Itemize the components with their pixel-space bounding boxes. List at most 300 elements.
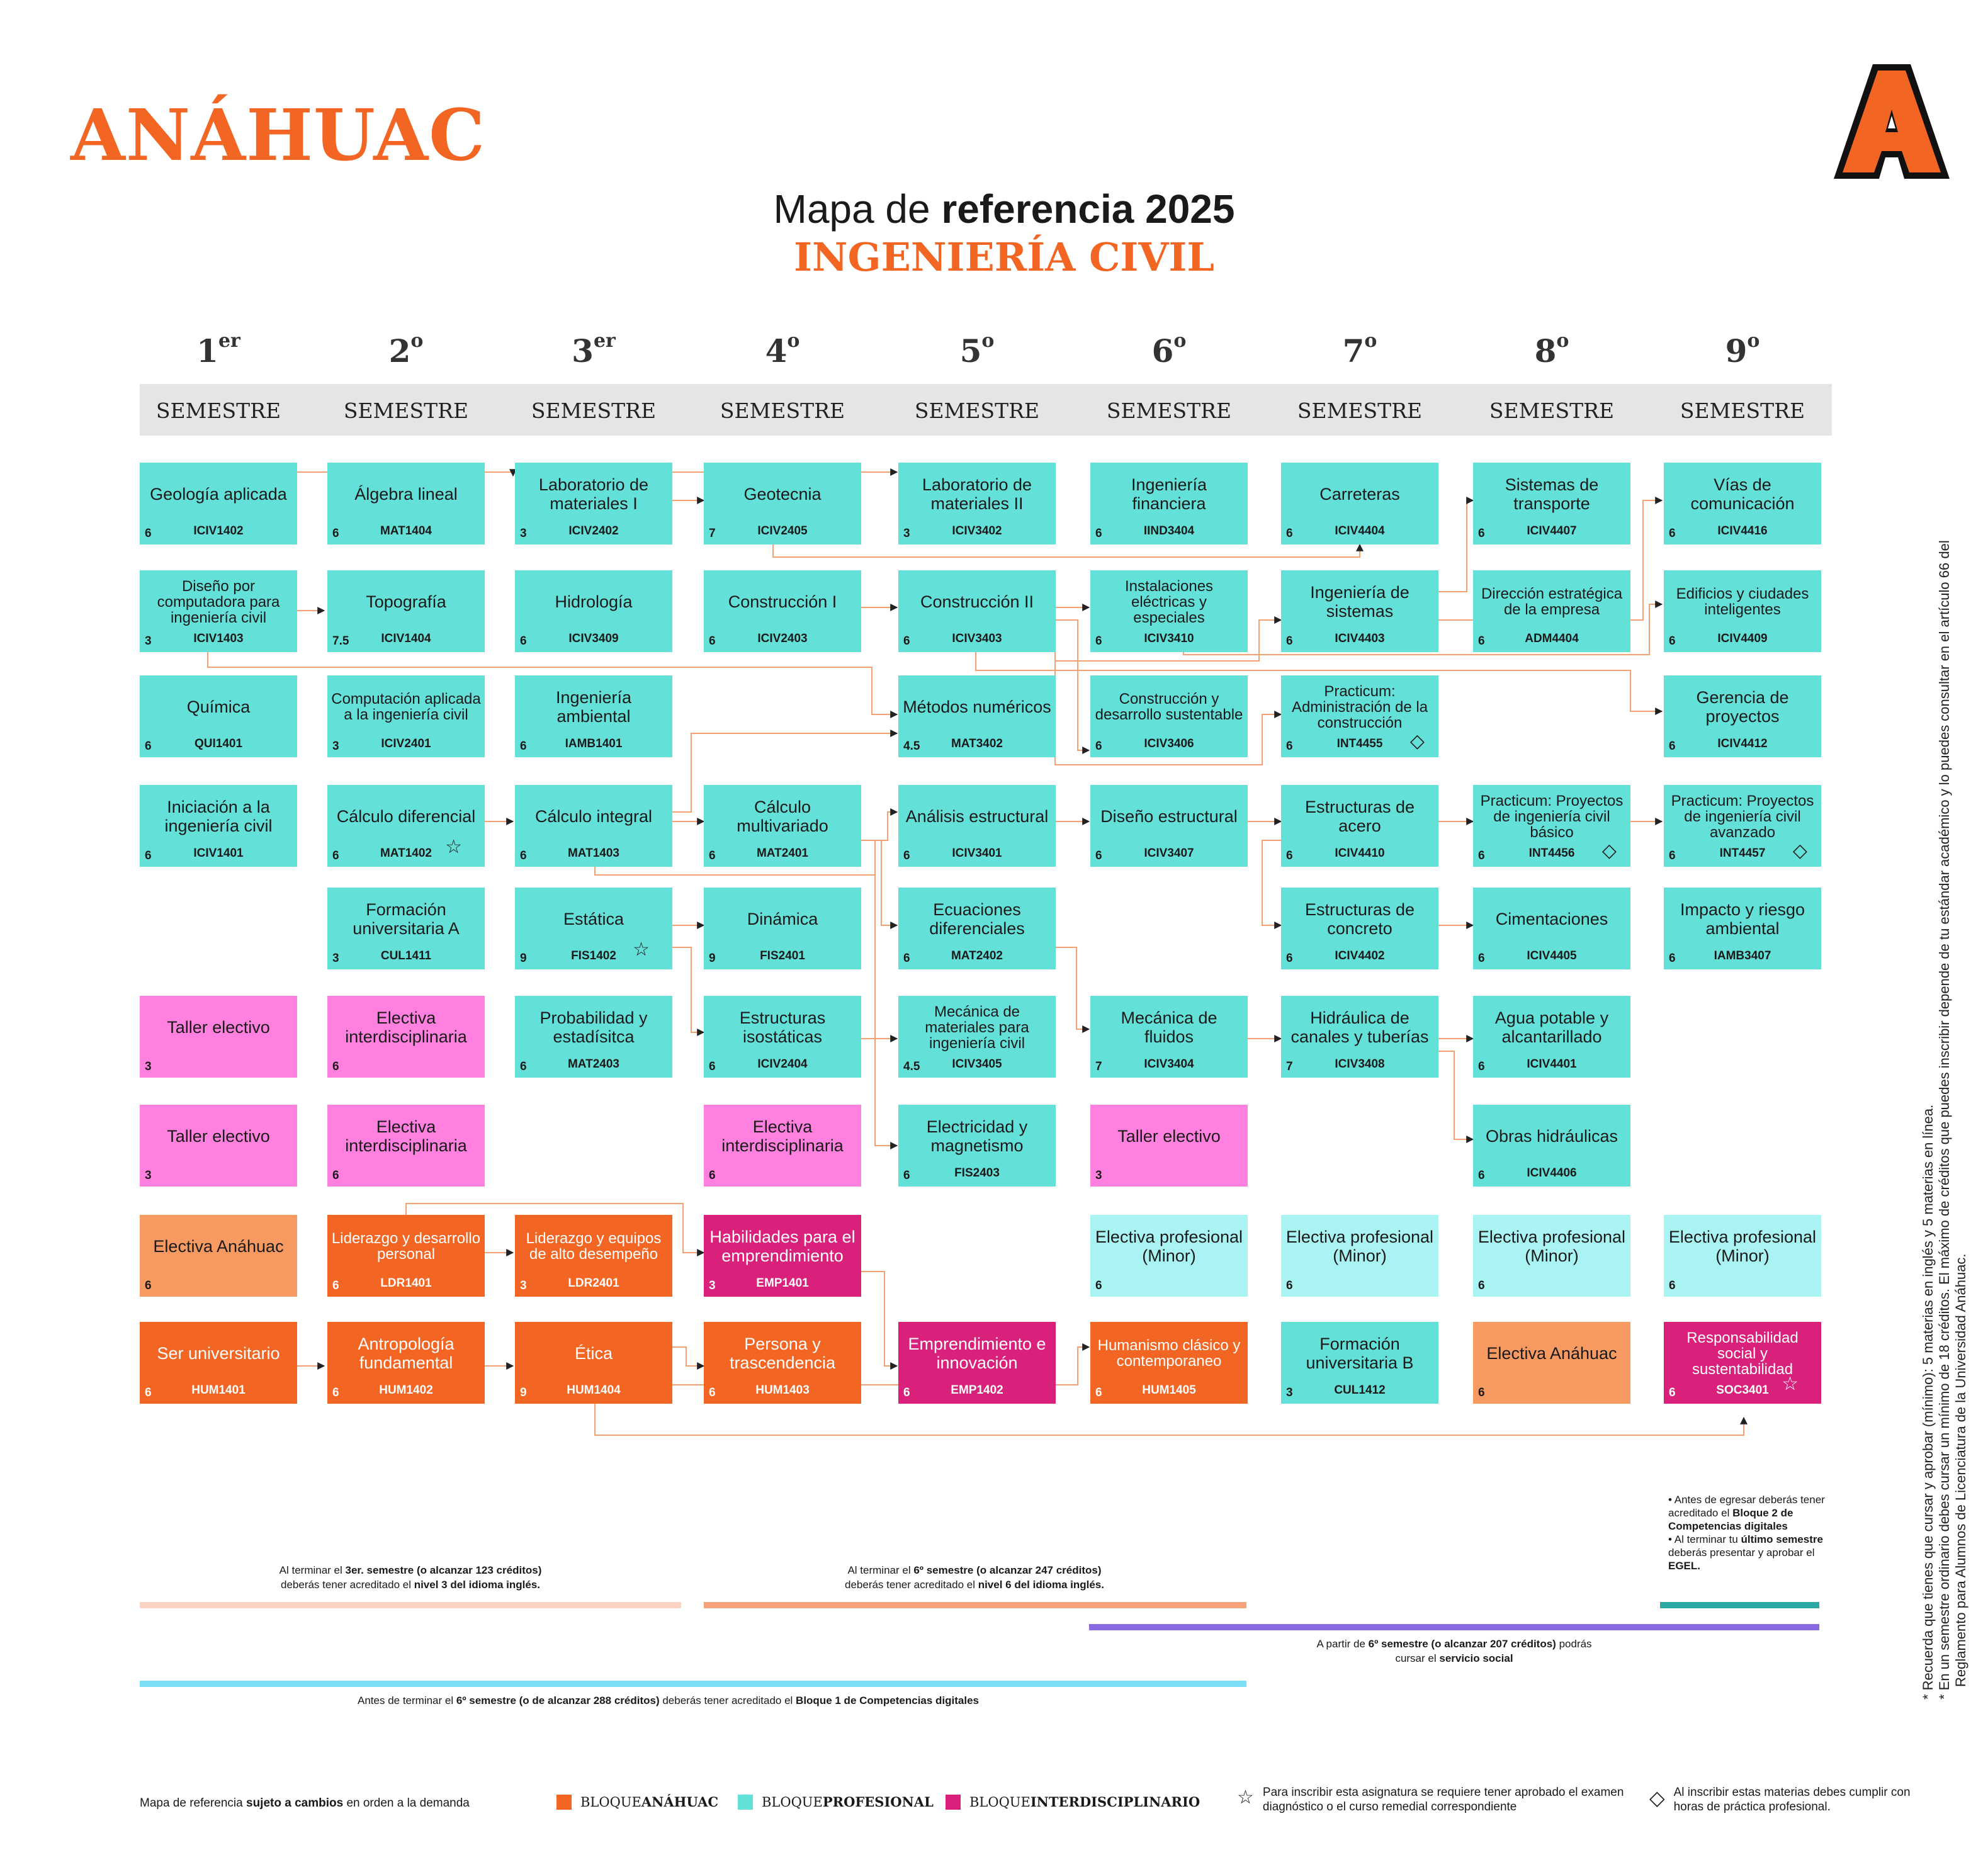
legend-item: BLOQUE INTERDISCIPLINARIO (946, 1794, 1200, 1810)
course-credits: 6 (1095, 527, 1102, 540)
digital-skills-bar (140, 1681, 1246, 1687)
course-card[interactable] (1090, 785, 1248, 867)
course-code: HUM1404 (567, 1384, 621, 1397)
course-name: Álgebra lineal (354, 485, 458, 504)
course-name: Construcción y desarrollo sustentable (1095, 691, 1243, 723)
course-credits: 6 (903, 635, 910, 648)
course-credits: 3 (1095, 1169, 1102, 1182)
semester-label-5: SEMESTRE (914, 398, 1040, 423)
course-credits: 6 (709, 1060, 716, 1073)
course-credits: 6 (1478, 635, 1485, 648)
course-card[interactable] (1473, 463, 1630, 544)
course-card[interactable] (704, 1215, 861, 1297)
reference-disclaimer: Mapa de referencia sujeto a cambios en orden a la demanda (140, 1796, 470, 1810)
course-name: Taller electivo (167, 1018, 270, 1037)
course-code: ICIV1404 (381, 632, 431, 645)
course-code: ICIV4416 (1717, 524, 1768, 538)
course-card[interactable] (327, 1105, 485, 1187)
semester-number-4: 4$^o$ (765, 330, 800, 369)
course-name: Ingeniería de sistemas (1310, 583, 1409, 621)
course-card[interactable] (898, 675, 1056, 757)
diamond-icon: ◇ (1409, 731, 1425, 752)
course-credits: 6 (1095, 635, 1102, 648)
course-code: ICIV4401 (1527, 1058, 1577, 1071)
course-card[interactable] (704, 570, 861, 652)
semester-label-3: SEMESTRE (531, 398, 657, 423)
course-name: Taller electivo (1117, 1127, 1221, 1146)
digital-skills-note: Antes de terminar el 6º semestre (o de alcanzar 288 créditos) deberás tener acreditado el Bloque 1 de Competencias digitales (358, 1695, 980, 1706)
course-name: Estructuras de acero (1304, 798, 1415, 835)
course-card[interactable] (1281, 996, 1438, 1078)
course-card[interactable] (515, 675, 672, 757)
course-card[interactable] (327, 785, 485, 867)
legend-item: BLOQUE ANÁHUAC (556, 1794, 718, 1810)
course-code: IAMB1401 (565, 737, 623, 750)
course-name: Química (186, 697, 251, 716)
course-credits: 3 (903, 527, 910, 540)
course-credits: 3 (145, 1169, 152, 1182)
course-code: ICIV3404 (1144, 1058, 1194, 1071)
course-credits: 6 (1478, 1060, 1485, 1073)
course-name: Estructuras de concreto (1304, 900, 1415, 938)
course-credits: 6 (145, 849, 152, 862)
course-code: ICIV4406 (1527, 1166, 1577, 1180)
course-name: Habilidades para el emprendimiento (709, 1227, 856, 1265)
course-name: Obras hidráulicas (1485, 1127, 1618, 1146)
course-code: ICIV4404 (1335, 524, 1385, 538)
semester-number-2: 2$^o$ (388, 330, 424, 369)
course-name: Electiva interdisciplinaria (345, 1008, 467, 1046)
course-name: Estática (563, 910, 624, 928)
course-card[interactable] (1281, 785, 1438, 867)
social-service-bar (1089, 1624, 1819, 1630)
course-card[interactable] (327, 463, 485, 544)
course-credits: 6 (1478, 1279, 1485, 1292)
course-card[interactable] (1090, 570, 1248, 652)
course-name: Electiva interdisciplinaria (721, 1117, 844, 1155)
semester-label-8: SEMESTRE (1489, 398, 1615, 423)
course-credits: 6 (709, 1386, 716, 1399)
course-code: FIS2403 (954, 1166, 1000, 1180)
course-credits: 6 (332, 1279, 339, 1292)
course-name: Formación universitaria B (1306, 1334, 1414, 1372)
course-code: ICIV3408 (1335, 1058, 1385, 1071)
course-name: Electiva profesional (Minor) (1668, 1227, 1817, 1265)
legend-swatch (946, 1795, 961, 1810)
course-code: ICIV2403 (757, 632, 808, 645)
course-name: Construcción I (728, 592, 837, 611)
course-card[interactable] (515, 785, 672, 867)
english-level-3-note: Al terminar el 3er. semestre (o alcanzar 123 créditos) deberás tener acreditado el nivel 3 del idioma inglés. (279, 1564, 542, 1591)
course-card[interactable] (140, 675, 297, 757)
course-name: Vías de comunicación (1690, 475, 1795, 513)
course-name: Sistemas de transporte (1505, 475, 1599, 513)
course-card[interactable] (515, 1322, 672, 1404)
course-credits: 6 (332, 1060, 339, 1073)
course-name: Persona y trascendencia (729, 1334, 836, 1372)
course-name: Electiva Anáhuac (1486, 1344, 1617, 1363)
program-subtitle: INGENIERÍA CIVIL (793, 234, 1215, 280)
course-card[interactable] (704, 1105, 861, 1187)
course-credits: 6 (1669, 849, 1676, 862)
course-code: ICIV3401 (952, 847, 1002, 860)
course-credits: 6 (1286, 1279, 1293, 1292)
semester-number-1: 1er (196, 330, 240, 369)
course-card[interactable] (1090, 675, 1248, 757)
course-name: Formación universitaria A (353, 900, 460, 938)
course-credits: 7 (709, 527, 716, 540)
course-code: MAT1404 (380, 524, 432, 538)
course-credits: 6 (520, 1060, 527, 1073)
course-name: Iniciación a la ingeniería civil (164, 798, 273, 835)
course-code: ICIV4403 (1335, 632, 1385, 645)
course-code: ICIV1402 (193, 524, 244, 538)
diamond-icon: ◇ (1792, 840, 1807, 861)
course-card[interactable] (898, 996, 1056, 1078)
course-card[interactable] (1473, 888, 1630, 969)
course-credits: 9 (520, 952, 527, 965)
course-card[interactable] (1664, 463, 1821, 544)
course-card[interactable] (140, 785, 297, 867)
course-name: Electiva interdisciplinaria (345, 1117, 467, 1155)
semester-label-9: SEMESTRE (1680, 398, 1805, 423)
course-card[interactable] (1664, 570, 1821, 652)
semester-label-4: SEMESTRE (720, 398, 845, 423)
course-code: FIS2401 (760, 949, 805, 962)
course-code: FIS1402 (571, 949, 616, 962)
course-name: Mecánica de fluidos (1121, 1008, 1217, 1046)
english-level-6-bar (704, 1602, 1246, 1608)
course-name: Impacto y riesgo ambiental (1680, 900, 1805, 938)
course-card[interactable] (1281, 1322, 1438, 1404)
course-credits: 3 (520, 527, 527, 540)
course-card[interactable] (1281, 570, 1438, 652)
page-title: Mapa de referencia 2025 (773, 186, 1235, 232)
course-card[interactable] (898, 785, 1056, 867)
course-credits: 6 (1478, 849, 1485, 862)
anahuac-wordmark: ANÁHUAC (71, 94, 486, 177)
course-credits: 6 (145, 527, 152, 540)
course-code: MAT1402 (380, 847, 432, 860)
course-name: Responsabilidad social y sustentabilidad (1686, 1329, 1799, 1378)
course-card[interactable] (898, 888, 1056, 969)
course-name: Ingeniería ambiental (555, 688, 632, 726)
course-code: ICIV2405 (757, 524, 808, 538)
semester-number-8: 8$^o$ (1534, 330, 1569, 369)
course-card[interactable] (704, 888, 861, 969)
course-credits: 6 (903, 849, 910, 862)
course-credits: 7.5 (332, 635, 349, 648)
course-card[interactable] (1281, 463, 1438, 544)
course-name: Laboratorio de materiales II (922, 475, 1032, 513)
course-credits: 6 (332, 849, 339, 862)
course-card[interactable] (1090, 1105, 1248, 1187)
course-name: Dinámica (747, 910, 818, 928)
course-card[interactable] (327, 675, 485, 757)
course-credits: 6 (520, 849, 527, 862)
course-card[interactable] (327, 1215, 485, 1297)
course-code: MAT2401 (756, 847, 808, 860)
course-name: Electiva profesional (Minor) (1477, 1227, 1626, 1265)
course-card[interactable] (515, 1215, 672, 1297)
course-card[interactable] (327, 996, 485, 1078)
course-credits: 3 (332, 952, 339, 965)
course-card[interactable] (1281, 675, 1438, 757)
course-code: SOC3401 (1716, 1384, 1769, 1397)
course-credits: 6 (1669, 635, 1676, 648)
course-code: ICIV2402 (568, 524, 619, 538)
course-code: ADM4404 (1525, 632, 1579, 645)
semester-label-1: SEMESTRE (155, 398, 281, 423)
course-card[interactable] (1473, 1322, 1630, 1404)
course-name: Gerencia de proyectos (1696, 688, 1789, 726)
course-credits: 6 (520, 740, 527, 753)
course-name: Taller electivo (167, 1127, 270, 1146)
legend-item: BLOQUE PROFESIONAL (738, 1794, 934, 1810)
course-credits: 6 (1478, 952, 1485, 965)
course-credits: 6 (1669, 527, 1676, 540)
course-card[interactable] (140, 1105, 297, 1187)
course-name: Ética (574, 1344, 613, 1363)
course-credits: 3 (520, 1279, 527, 1292)
course-name: Electiva Anáhuac (153, 1237, 284, 1256)
graduation-note: • Antes de egresar deberás tener acreditado el Bloque 2 de Competencias digitales • Al terminar tu último semestre deberás presentar y aprobar el EGEL. (1668, 1494, 1825, 1572)
course-card[interactable] (704, 996, 861, 1078)
star-icon: ☆ (633, 939, 650, 960)
course-card[interactable] (704, 785, 861, 867)
course-card[interactable] (704, 1322, 861, 1404)
course-code: ICIV1401 (193, 847, 244, 860)
course-credits: 6 (709, 635, 716, 648)
course-card[interactable] (1473, 785, 1630, 867)
course-name: Probabilidad y estadísitca (539, 1008, 648, 1046)
course-credits: 6 (1095, 1279, 1102, 1292)
course-name: Ser universitario (157, 1344, 280, 1363)
course-card[interactable] (515, 888, 672, 969)
course-credits: 6 (1286, 527, 1293, 540)
course-card[interactable] (140, 463, 297, 544)
course-name: Liderazgo y equipos de alto desempeño (526, 1230, 662, 1263)
course-name: Instalaciones eléctricas y especiales (1124, 577, 1214, 626)
course-credits: 3 (145, 635, 152, 648)
course-code: ICIV4412 (1717, 737, 1768, 750)
course-name: Edificios y ciudades inteligentes (1676, 585, 1809, 618)
course-card[interactable] (1090, 996, 1248, 1078)
course-code: ICIV4402 (1335, 949, 1385, 962)
course-code: LDR1401 (380, 1277, 432, 1290)
course-code: ICIV1403 (193, 632, 244, 645)
course-code: ICIV2401 (381, 737, 431, 750)
course-name: Antropología fundamental (358, 1334, 455, 1372)
course-code: ICIV2404 (757, 1058, 808, 1071)
english-level-3-bar (140, 1602, 681, 1608)
course-name: Electiva profesional (Minor) (1285, 1227, 1434, 1265)
course-credits: 9 (709, 952, 716, 965)
course-card[interactable] (1473, 1105, 1630, 1187)
course-code: INT4457 (1719, 847, 1766, 860)
course-card[interactable] (1090, 1322, 1248, 1404)
course-card[interactable] (898, 1322, 1056, 1404)
course-card[interactable] (1281, 888, 1438, 969)
course-name: Cálculo integral (534, 807, 653, 826)
course-code: QUI1401 (194, 737, 243, 750)
semester-label-7: SEMESTRE (1297, 398, 1423, 423)
course-name: Diseño estructural (1100, 807, 1238, 826)
course-name: Liderazgo y desarrollo personal (331, 1230, 481, 1263)
course-credits: 6 (145, 1279, 152, 1292)
course-name: Estructuras isostáticas (739, 1008, 826, 1046)
course-credits: 4.5 (903, 1060, 920, 1073)
course-name: Geología aplicada (150, 485, 287, 504)
course-credits: 6 (332, 1169, 339, 1182)
course-card[interactable] (898, 1105, 1056, 1187)
course-credits: 6 (332, 527, 339, 540)
course-credits: 6 (1478, 1169, 1485, 1182)
social-service-note: A partir de 6º semestre (o alcanzar 207 créditos) podrás cursar el servicio social (1316, 1638, 1592, 1664)
course-credits: 7 (1095, 1060, 1102, 1073)
course-name: Emprendimiento e innovación (908, 1334, 1046, 1372)
course-name: Practicum: Administración de la construcción (1291, 682, 1428, 731)
course-code: ICIV4410 (1335, 847, 1385, 860)
course-credits: 6 (1669, 1386, 1676, 1399)
course-card[interactable] (1281, 1215, 1438, 1297)
course-name: Geotecnia (743, 485, 822, 504)
course-card[interactable] (1664, 675, 1821, 757)
course-code: LDR2401 (568, 1277, 619, 1290)
course-code: HUM1403 (755, 1384, 810, 1397)
semester-number-7: 7$^o$ (1342, 330, 1377, 369)
star-icon: ☆ (1782, 1373, 1799, 1394)
course-card[interactable] (1473, 1215, 1630, 1297)
course-card[interactable] (327, 888, 485, 969)
course-credits: 3 (145, 1060, 152, 1073)
course-credits: 6 (1095, 1386, 1102, 1399)
course-name: Electricidad y magnetismo (926, 1117, 1028, 1155)
course-code: MAT1403 (567, 847, 619, 860)
graduation-bar (1660, 1602, 1819, 1608)
course-card[interactable] (1090, 463, 1248, 544)
course-name: Mecánica de materiales para ingeniería civil (925, 1003, 1029, 1052)
course-credits: 6 (1286, 635, 1293, 648)
course-name: Cálculo multivariado (737, 798, 828, 835)
course-code: ICIV3406 (1144, 737, 1194, 750)
course-code: MAT2403 (567, 1058, 619, 1071)
course-code: CUL1411 (380, 949, 432, 962)
diamond-icon: ◇ (1649, 1786, 1665, 1809)
course-name: Practicum: Proyectos de ingeniería civil básico (1480, 792, 1624, 841)
course-credits: 6 (903, 1386, 910, 1399)
course-name: Topografía (366, 592, 446, 611)
course-name: Electiva profesional (Minor) (1095, 1227, 1243, 1265)
anahuac-a-logo (1829, 58, 1955, 184)
course-name: Laboratorio de materiales I (538, 475, 649, 513)
course-card[interactable] (1473, 996, 1630, 1078)
course-code: IAMB3407 (1714, 949, 1771, 962)
course-name: Ingeniería financiera (1131, 475, 1207, 513)
course-code: EMP1402 (951, 1384, 1003, 1397)
course-credits: 6 (1286, 849, 1293, 862)
course-card[interactable] (327, 1322, 485, 1404)
diamond-legend: ◇ Al inscribir estas materias debes cumplir con horas de práctica profesional. (1649, 1786, 1911, 1813)
course-credits: 6 (1095, 849, 1102, 862)
course-credits: 6 (145, 1386, 152, 1399)
course-credits: 6 (1095, 740, 1102, 753)
course-name: Diseño por computadora para ingeniería civil (157, 577, 280, 626)
course-code: ICIV3409 (568, 632, 619, 645)
course-code: ICIV4409 (1717, 632, 1768, 645)
course-card[interactable] (1664, 888, 1821, 969)
course-name: Ecuaciones diferenciales (929, 900, 1025, 938)
course-card[interactable] (1473, 570, 1630, 652)
course-name: Humanismo clásico y contemporaneo (1097, 1337, 1241, 1370)
semester-label-6: SEMESTRE (1106, 398, 1232, 423)
course-card[interactable] (898, 570, 1056, 652)
star-icon: ☆ (445, 837, 462, 857)
course-name: Cálculo diferencial (336, 807, 476, 826)
course-code: IIND3404 (1143, 524, 1195, 538)
course-name: Métodos numéricos (903, 697, 1051, 716)
course-card[interactable] (1664, 1215, 1821, 1297)
course-card[interactable] (1090, 1215, 1248, 1297)
course-credits: 6 (709, 849, 716, 862)
course-card[interactable] (704, 463, 861, 544)
course-credits: 6 (1286, 740, 1293, 753)
course-credits: 3 (709, 1279, 716, 1292)
semester-number-5: 5$^o$ (959, 330, 995, 369)
course-credits: 9 (520, 1386, 527, 1399)
course-card[interactable] (1664, 785, 1821, 867)
course-credits: 6 (709, 1169, 716, 1182)
course-name: Computación aplicada a la ingeniería civil (331, 691, 481, 723)
course-name: Carreteras (1319, 485, 1400, 504)
course-card[interactable] (515, 996, 672, 1078)
legend-swatch (738, 1795, 753, 1810)
semester-number-9: 9$^o$ (1725, 330, 1760, 369)
course-card[interactable] (515, 463, 672, 544)
course-code: ICIV3405 (952, 1058, 1002, 1071)
course-code: MAT2402 (951, 949, 1003, 962)
course-card[interactable] (140, 1322, 297, 1404)
course-credits: 6 (1478, 1386, 1485, 1399)
course-card[interactable] (515, 570, 672, 652)
vertical-footnote: * Recuerda que tienes que cursar y aprobar (mínimo): 5 materias en inglés y 5 materias en línea. * En un semestre ordinario debes cursar un mínimo de 18 créditos. El máximo de créditos que puedes inscribir depende de tu estándar académico y lo puedes consultar en el artículo 66 del Reglamento para Alumnos de Licenciatura de la Universidad Anáhuac. (1920, 540, 1968, 1700)
course-code: HUM1405 (1142, 1384, 1196, 1397)
course-name: Hidrología (555, 592, 633, 611)
diamond-icon: ◇ (1601, 840, 1617, 861)
course-name: Construcción II (920, 592, 1034, 611)
course-credits: 4.5 (903, 740, 920, 753)
course-credits: 6 (903, 952, 910, 965)
semester-number-6: 6$^o$ (1151, 330, 1187, 369)
course-code: ICIV3407 (1144, 847, 1194, 860)
course-credits: 6 (1669, 1279, 1676, 1292)
course-code: ICIV3403 (952, 632, 1002, 645)
course-credits: 3 (1286, 1386, 1293, 1399)
course-credits: 3 (332, 740, 339, 753)
course-card[interactable] (327, 570, 485, 652)
course-card[interactable] (898, 463, 1056, 544)
course-credits: 6 (145, 740, 152, 753)
course-credits: 6 (1669, 740, 1676, 753)
course-card[interactable] (140, 570, 297, 652)
english-level-6-note: Al terminar el 6º semestre (o alcanzar 247 créditos) deberás tener acreditado el nivel 6 del idioma inglés. (845, 1564, 1104, 1591)
course-card[interactable] (140, 996, 297, 1078)
course-credits: 6 (1669, 952, 1676, 965)
course-card[interactable] (140, 1215, 297, 1297)
course-name: Cimentaciones (1495, 910, 1608, 928)
course-card[interactable] (1664, 1322, 1821, 1404)
course-credits: 7 (1286, 1060, 1293, 1073)
